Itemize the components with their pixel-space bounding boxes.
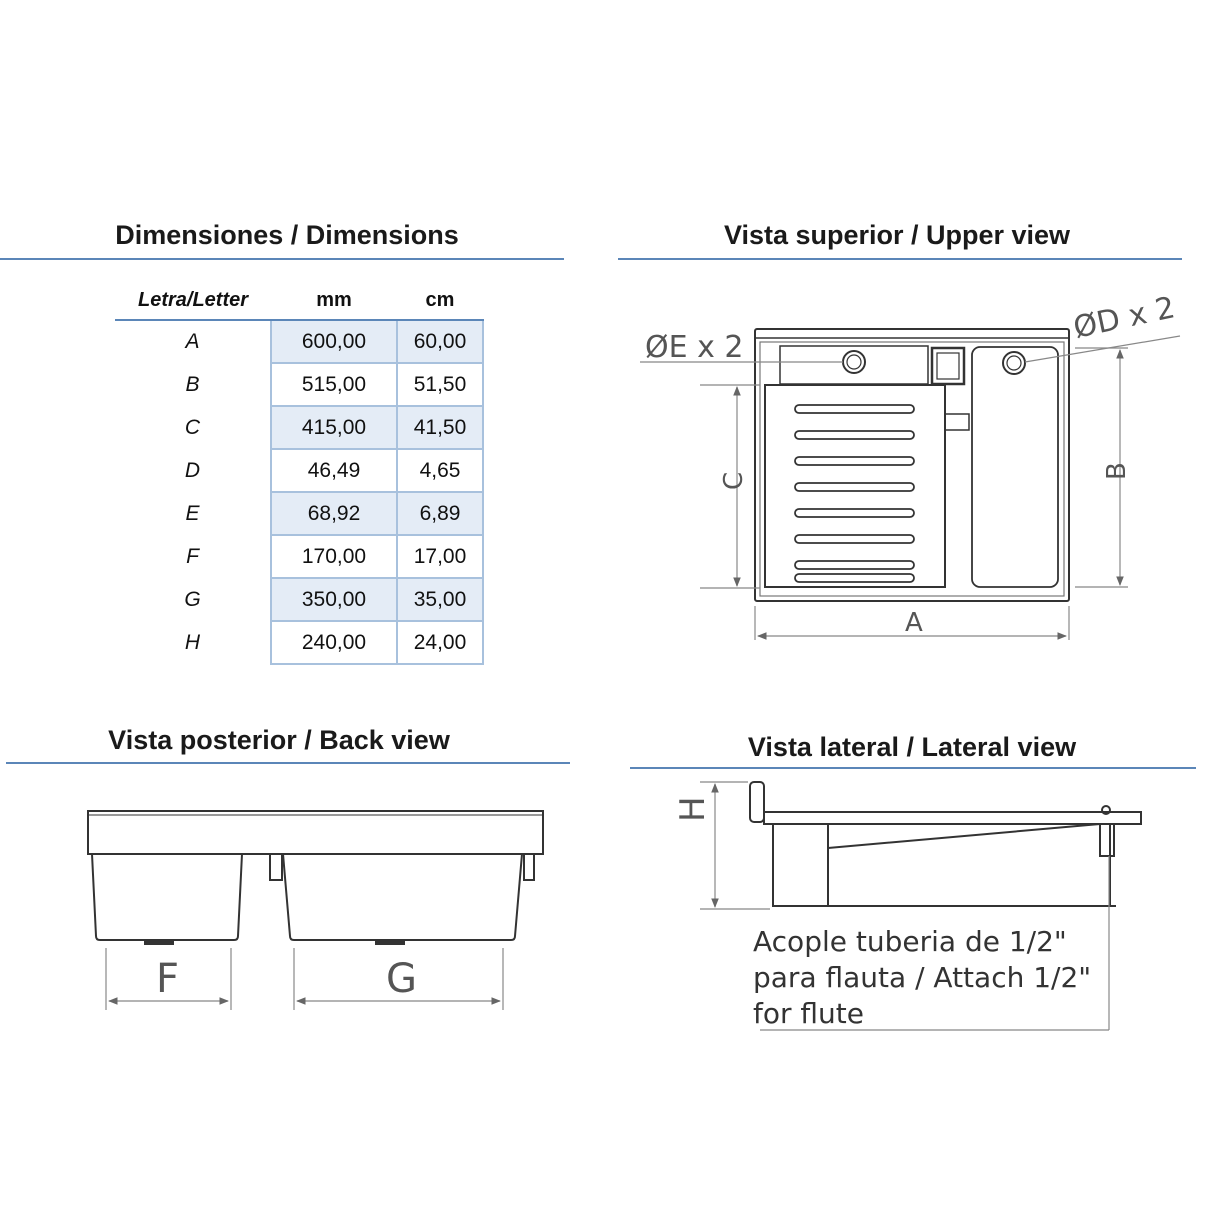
- row-letter: E: [185, 501, 200, 525]
- row-letter: H: [184, 630, 201, 654]
- washboard-ribs: [795, 405, 914, 582]
- row-letter: B: [185, 372, 200, 396]
- back-view-top-slab: [88, 811, 543, 854]
- divider-block: [945, 414, 969, 430]
- row-cm: 4,65: [397, 449, 483, 492]
- flute-connector: [1100, 824, 1114, 856]
- drain-right-foot: [376, 940, 404, 944]
- row-mm: 46,49: [271, 449, 397, 492]
- row-mm: 68,92: [271, 492, 397, 535]
- row-cm: 51,50: [397, 363, 483, 406]
- upper-view-title: Vista superior / Upper view: [723, 220, 1071, 250]
- row-cm: 35,00: [397, 578, 483, 621]
- lateral-view-drawing: [750, 782, 1141, 906]
- lateral-top-slab: [764, 812, 1141, 824]
- washboard-panel: [765, 385, 945, 587]
- header-cm: cm: [397, 281, 483, 320]
- row-mm: 240,00: [271, 621, 397, 664]
- header-letter: Letra/Letter: [115, 281, 271, 320]
- lateral-view-title: Vista lateral / Lateral view: [747, 732, 1077, 762]
- row-letter: G: [184, 587, 201, 611]
- label-f: F: [156, 956, 180, 1002]
- basin-left: [92, 854, 242, 940]
- drain-left-foot: [145, 940, 173, 944]
- row-letter: C: [184, 415, 201, 439]
- label-g: G: [386, 956, 417, 1002]
- label-a: A: [905, 608, 923, 638]
- row-mm: 600,00: [271, 320, 397, 363]
- row-cm: 24,00: [397, 621, 483, 664]
- row-cm: 60,00: [397, 320, 483, 363]
- dimensions-title: Dimensiones / Dimensions: [115, 220, 459, 250]
- label-e: ØE x 2: [645, 330, 744, 365]
- backsplash: [750, 782, 764, 822]
- drain-right-icon: [1003, 352, 1025, 374]
- upper-view-drawing: [755, 329, 1069, 601]
- row-cm: 41,50: [397, 406, 483, 449]
- row-letter: F: [186, 544, 199, 568]
- label-c: C: [719, 471, 749, 490]
- drain-left-icon: [843, 351, 865, 373]
- lateral-basin-slope: [828, 824, 1110, 906]
- row-cm: 6,89: [397, 492, 483, 535]
- right-basin: [972, 347, 1058, 587]
- row-mm: 170,00: [271, 535, 397, 578]
- row-cm: 17,00: [397, 535, 483, 578]
- header-mm: mm: [271, 281, 397, 320]
- label-h: H: [673, 796, 713, 822]
- row-letter: D: [184, 458, 201, 482]
- back-view-title: Vista posterior / Back view: [108, 725, 450, 755]
- label-d: ØD x 2: [1070, 290, 1179, 346]
- label-b: B: [1102, 462, 1132, 480]
- flute-note-line2: para flauta / Attach 1/2": [753, 961, 1092, 994]
- flute-note-line3: for flute: [753, 997, 864, 1030]
- back-view-drawing: [88, 811, 543, 944]
- row-mm: 415,00: [271, 406, 397, 449]
- flute-note-line1: Acople tuberia de 1/2": [753, 925, 1067, 958]
- pipe-connector: [270, 854, 282, 880]
- row-mm: 350,00: [271, 578, 397, 621]
- row-mm: 515,00: [271, 363, 397, 406]
- lateral-body: [773, 824, 828, 906]
- basin-right: [283, 854, 522, 940]
- sink-top-inner-frame: [760, 342, 1064, 596]
- row-letter: A: [185, 330, 200, 353]
